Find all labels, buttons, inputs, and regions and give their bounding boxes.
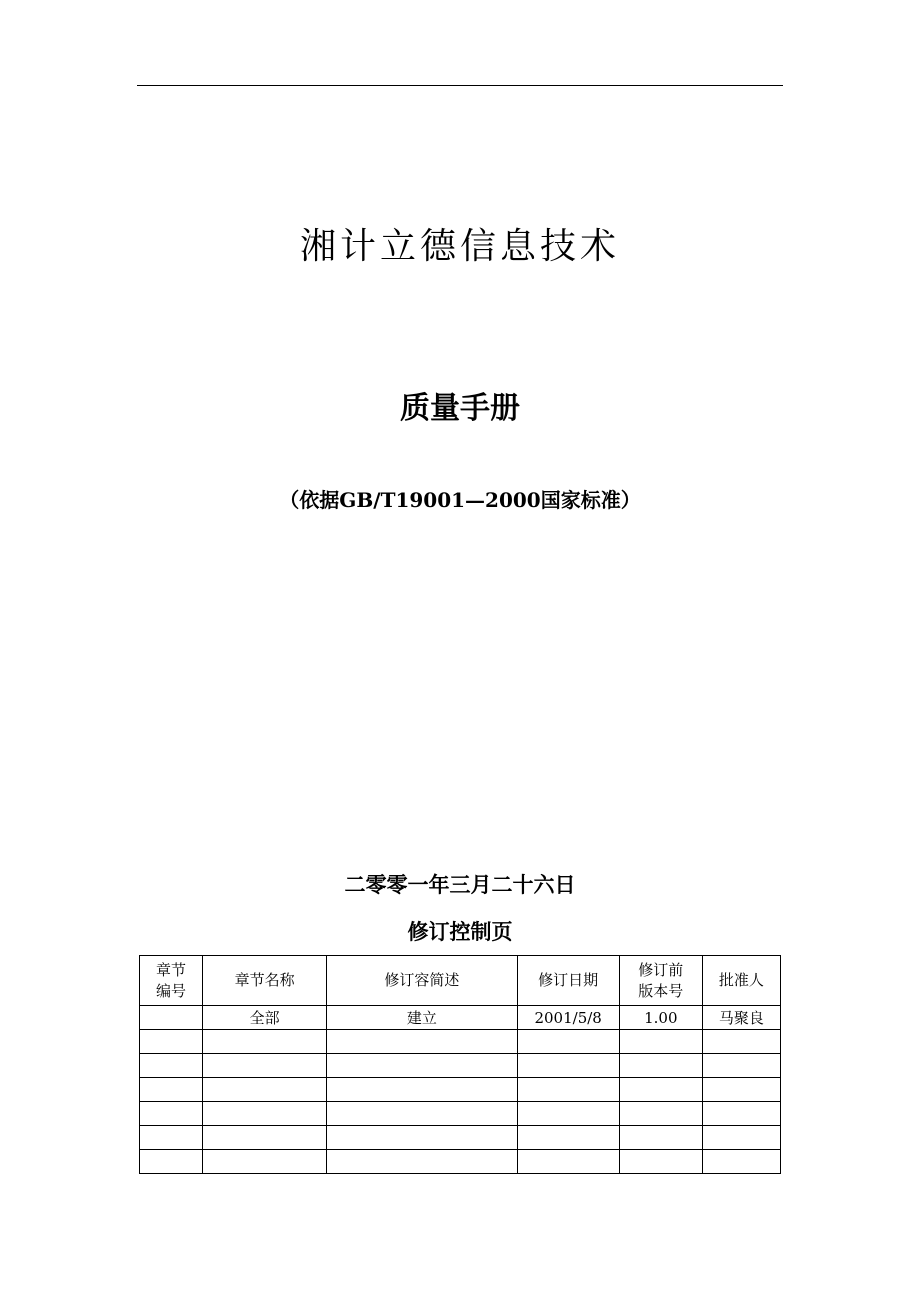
cell-date bbox=[517, 1102, 619, 1126]
cell-chapter-name bbox=[203, 1126, 327, 1150]
revision-table bbox=[139, 955, 781, 1174]
cell-chapter-no bbox=[140, 1102, 203, 1126]
table-row bbox=[140, 1126, 781, 1150]
cell-date: 2001/5/8 bbox=[517, 1006, 619, 1030]
table-row bbox=[140, 1102, 781, 1126]
document-title: 质量手册 bbox=[400, 391, 520, 426]
cell-approver bbox=[702, 1078, 780, 1102]
cell-description bbox=[327, 1030, 517, 1054]
cell-prev-version bbox=[619, 1030, 702, 1054]
table-row bbox=[140, 1054, 781, 1078]
cell-date bbox=[517, 1054, 619, 1078]
cell-chapter-no bbox=[140, 1054, 203, 1078]
cell-approver bbox=[702, 1054, 780, 1078]
cell-chapter-no bbox=[140, 1126, 203, 1150]
cell-date bbox=[517, 1126, 619, 1150]
document-date: 二零零一年三月二十六日 bbox=[344, 873, 576, 897]
table-row bbox=[140, 1150, 781, 1174]
cell-chapter-name bbox=[203, 1078, 327, 1102]
cell-approver bbox=[702, 1126, 780, 1150]
header-chapter-no-line1: 章节 bbox=[156, 960, 187, 979]
table-row bbox=[140, 1078, 781, 1102]
cell-chapter-name bbox=[203, 1102, 327, 1126]
cell-prev-version: 1.00 bbox=[619, 1006, 702, 1030]
header-chapter-no bbox=[140, 956, 203, 1006]
cell-approver bbox=[702, 1102, 780, 1126]
header-chapter-no-line2: 编号 bbox=[156, 981, 187, 1000]
cell-chapter-name bbox=[203, 1150, 327, 1174]
cell-approver bbox=[702, 1150, 780, 1174]
header-prev-version bbox=[619, 956, 702, 1006]
cell-description bbox=[327, 1126, 517, 1150]
cell-approver: 马聚良 bbox=[702, 1006, 780, 1030]
cell-description bbox=[327, 1054, 517, 1078]
header-chapter-name: 章节名称 bbox=[203, 956, 327, 1006]
revision-page-title: 修订控制页 bbox=[407, 920, 513, 944]
cell-prev-version bbox=[619, 1102, 702, 1126]
header-date: 修订日期 bbox=[517, 956, 619, 1006]
cell-prev-version bbox=[619, 1126, 702, 1150]
cell-description bbox=[327, 1102, 517, 1126]
cell-chapter-name: 全部 bbox=[203, 1006, 327, 1030]
header-prev-version-line1: 修订前 bbox=[638, 960, 684, 979]
header-rule bbox=[137, 85, 783, 86]
cell-description bbox=[327, 1078, 517, 1102]
cell-date bbox=[517, 1078, 619, 1102]
cell-approver bbox=[702, 1030, 780, 1054]
standard-basis: （依据GB/T19001—2000国家标准） bbox=[279, 488, 641, 512]
table-row bbox=[140, 1030, 781, 1054]
cell-date bbox=[517, 1030, 619, 1054]
cell-prev-version bbox=[619, 1078, 702, 1102]
cell-chapter-no bbox=[140, 1150, 203, 1174]
cell-chapter-name bbox=[203, 1054, 327, 1078]
cell-chapter-name bbox=[203, 1030, 327, 1054]
cell-chapter-no bbox=[140, 1030, 203, 1054]
table-row bbox=[140, 1006, 781, 1030]
cell-description bbox=[327, 1150, 517, 1174]
cell-description: 建立 bbox=[327, 1006, 517, 1030]
cell-prev-version bbox=[619, 1150, 702, 1174]
header-approver: 批准人 bbox=[702, 956, 780, 1006]
cell-chapter-no bbox=[140, 1006, 203, 1030]
cell-chapter-no bbox=[140, 1078, 203, 1102]
header-description: 修订容简述 bbox=[327, 956, 517, 1006]
header-prev-version-line2: 版本号 bbox=[638, 981, 684, 1000]
cell-date bbox=[517, 1150, 619, 1174]
table-header-row bbox=[140, 956, 781, 1006]
cell-prev-version bbox=[619, 1054, 702, 1078]
company-name: 湘计立德信息技术 bbox=[299, 226, 620, 267]
